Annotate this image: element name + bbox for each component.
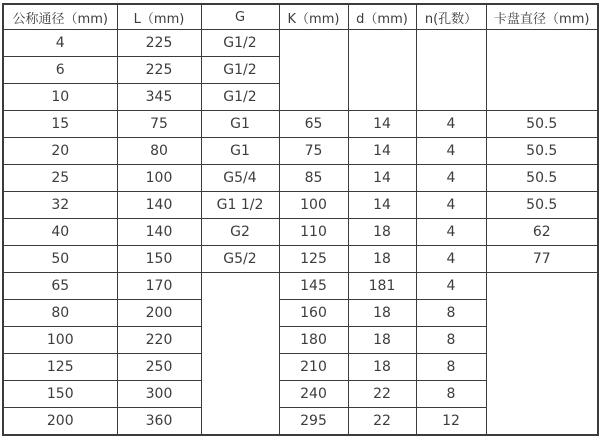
header-row xyxy=(3,4,598,30)
table-cell: G5/4 xyxy=(201,165,279,192)
table-cell: 10 xyxy=(3,84,117,111)
header-chuck-diameter: 卡盘直径（mm) xyxy=(486,4,598,30)
merged-empty-cell-d xyxy=(348,30,416,111)
table-cell: 18 xyxy=(348,246,416,273)
table-cell: 100 xyxy=(117,165,201,192)
table-cell: 225 xyxy=(117,57,201,84)
table-cell: 4 xyxy=(416,111,486,138)
table-cell: 22 xyxy=(348,408,416,436)
table-cell: 65 xyxy=(279,111,348,138)
table-cell: 77 xyxy=(486,246,598,273)
table-cell: 14 xyxy=(348,165,416,192)
merged-empty-cell-n xyxy=(416,30,486,111)
table-cell: 360 xyxy=(117,408,201,436)
table-cell: G1/2 xyxy=(201,84,279,111)
table-cell: 8 xyxy=(416,300,486,327)
table-row xyxy=(3,246,598,273)
table-cell: 50.5 xyxy=(486,138,598,165)
table-cell: G1/2 xyxy=(201,30,279,57)
table-cell: 100 xyxy=(3,327,117,354)
table-cell: 140 xyxy=(117,219,201,246)
table-cell: 18 xyxy=(348,300,416,327)
table-cell: G1 1/2 xyxy=(201,192,279,219)
table-cell: 170 xyxy=(117,273,201,300)
header-d: d（mm) xyxy=(348,4,416,30)
table-cell: 18 xyxy=(348,354,416,381)
table-cell: G2 xyxy=(201,219,279,246)
table-cell: 25 xyxy=(3,165,117,192)
table-cell: 80 xyxy=(3,300,117,327)
table-cell: 50.5 xyxy=(486,192,598,219)
table-cell: 12 xyxy=(416,408,486,436)
table-cell: 4 xyxy=(3,30,117,57)
table-cell: 4 xyxy=(416,165,486,192)
table-cell: 40 xyxy=(3,219,117,246)
table-row xyxy=(3,138,598,165)
table-cell: 220 xyxy=(117,327,201,354)
table-cell: 8 xyxy=(416,327,486,354)
table-row xyxy=(3,165,598,192)
table-cell: 75 xyxy=(279,138,348,165)
table-cell: 150 xyxy=(3,381,117,408)
table-row xyxy=(3,111,598,138)
spec-table xyxy=(2,3,599,436)
table-cell: 50 xyxy=(3,246,117,273)
table-cell: 14 xyxy=(348,192,416,219)
table-row xyxy=(3,219,598,246)
merged-empty-cell-g xyxy=(201,273,279,436)
table-cell: 181 xyxy=(348,273,416,300)
table-cell: 160 xyxy=(279,300,348,327)
table-cell: 180 xyxy=(279,327,348,354)
table-cell: 345 xyxy=(117,84,201,111)
table-cell: 6 xyxy=(3,57,117,84)
header-n-holes: n(孔数） xyxy=(416,4,486,30)
header-k: K（mm) xyxy=(279,4,348,30)
table-cell: 125 xyxy=(3,354,117,381)
table-cell: 4 xyxy=(416,246,486,273)
table-cell: 8 xyxy=(416,381,486,408)
table-cell: 110 xyxy=(279,219,348,246)
table-cell: 140 xyxy=(117,192,201,219)
table-cell: 200 xyxy=(3,408,117,436)
table-cell: 4 xyxy=(416,273,486,300)
table-row xyxy=(3,273,598,300)
header-nominal-diameter: 公称通径（mm) xyxy=(3,4,117,30)
merged-empty-cell-chuck xyxy=(486,30,598,111)
table-cell: G5/2 xyxy=(201,246,279,273)
table-cell: 4 xyxy=(416,219,486,246)
table-cell: 14 xyxy=(348,138,416,165)
table-cell: 85 xyxy=(279,165,348,192)
table-cell: 15 xyxy=(3,111,117,138)
table-cell: 18 xyxy=(348,327,416,354)
table-cell: 4 xyxy=(416,138,486,165)
table-cell: 32 xyxy=(3,192,117,219)
table-cell: 150 xyxy=(117,246,201,273)
table-cell: 250 xyxy=(117,354,201,381)
table-cell: 8 xyxy=(416,354,486,381)
table-cell: 200 xyxy=(117,300,201,327)
table-cell: 125 xyxy=(279,246,348,273)
table-cell: 22 xyxy=(348,381,416,408)
table-cell: 65 xyxy=(3,273,117,300)
table-cell: 50.5 xyxy=(486,165,598,192)
table-cell: G1 xyxy=(201,111,279,138)
table-cell: 295 xyxy=(279,408,348,436)
table-row xyxy=(3,30,598,57)
table-cell: 145 xyxy=(279,273,348,300)
table-cell: 4 xyxy=(416,192,486,219)
table-cell: 75 xyxy=(117,111,201,138)
table-cell: G1 xyxy=(201,138,279,165)
table-cell: G1/2 xyxy=(201,57,279,84)
header-l: L（mm) xyxy=(117,4,201,30)
table-cell: 18 xyxy=(348,219,416,246)
table-row xyxy=(3,192,598,219)
table-cell: 14 xyxy=(348,111,416,138)
table-cell: 20 xyxy=(3,138,117,165)
table-cell: 62 xyxy=(486,219,598,246)
table-cell: 210 xyxy=(279,354,348,381)
header-g: G xyxy=(201,4,279,30)
merged-empty-cell-chuck-lower xyxy=(486,273,598,436)
table-cell: 300 xyxy=(117,381,201,408)
table-cell: 50.5 xyxy=(486,111,598,138)
table-cell: 240 xyxy=(279,381,348,408)
table-cell: 100 xyxy=(279,192,348,219)
merged-empty-cell-k xyxy=(279,30,348,111)
table-cell: 80 xyxy=(117,138,201,165)
table-cell: 225 xyxy=(117,30,201,57)
